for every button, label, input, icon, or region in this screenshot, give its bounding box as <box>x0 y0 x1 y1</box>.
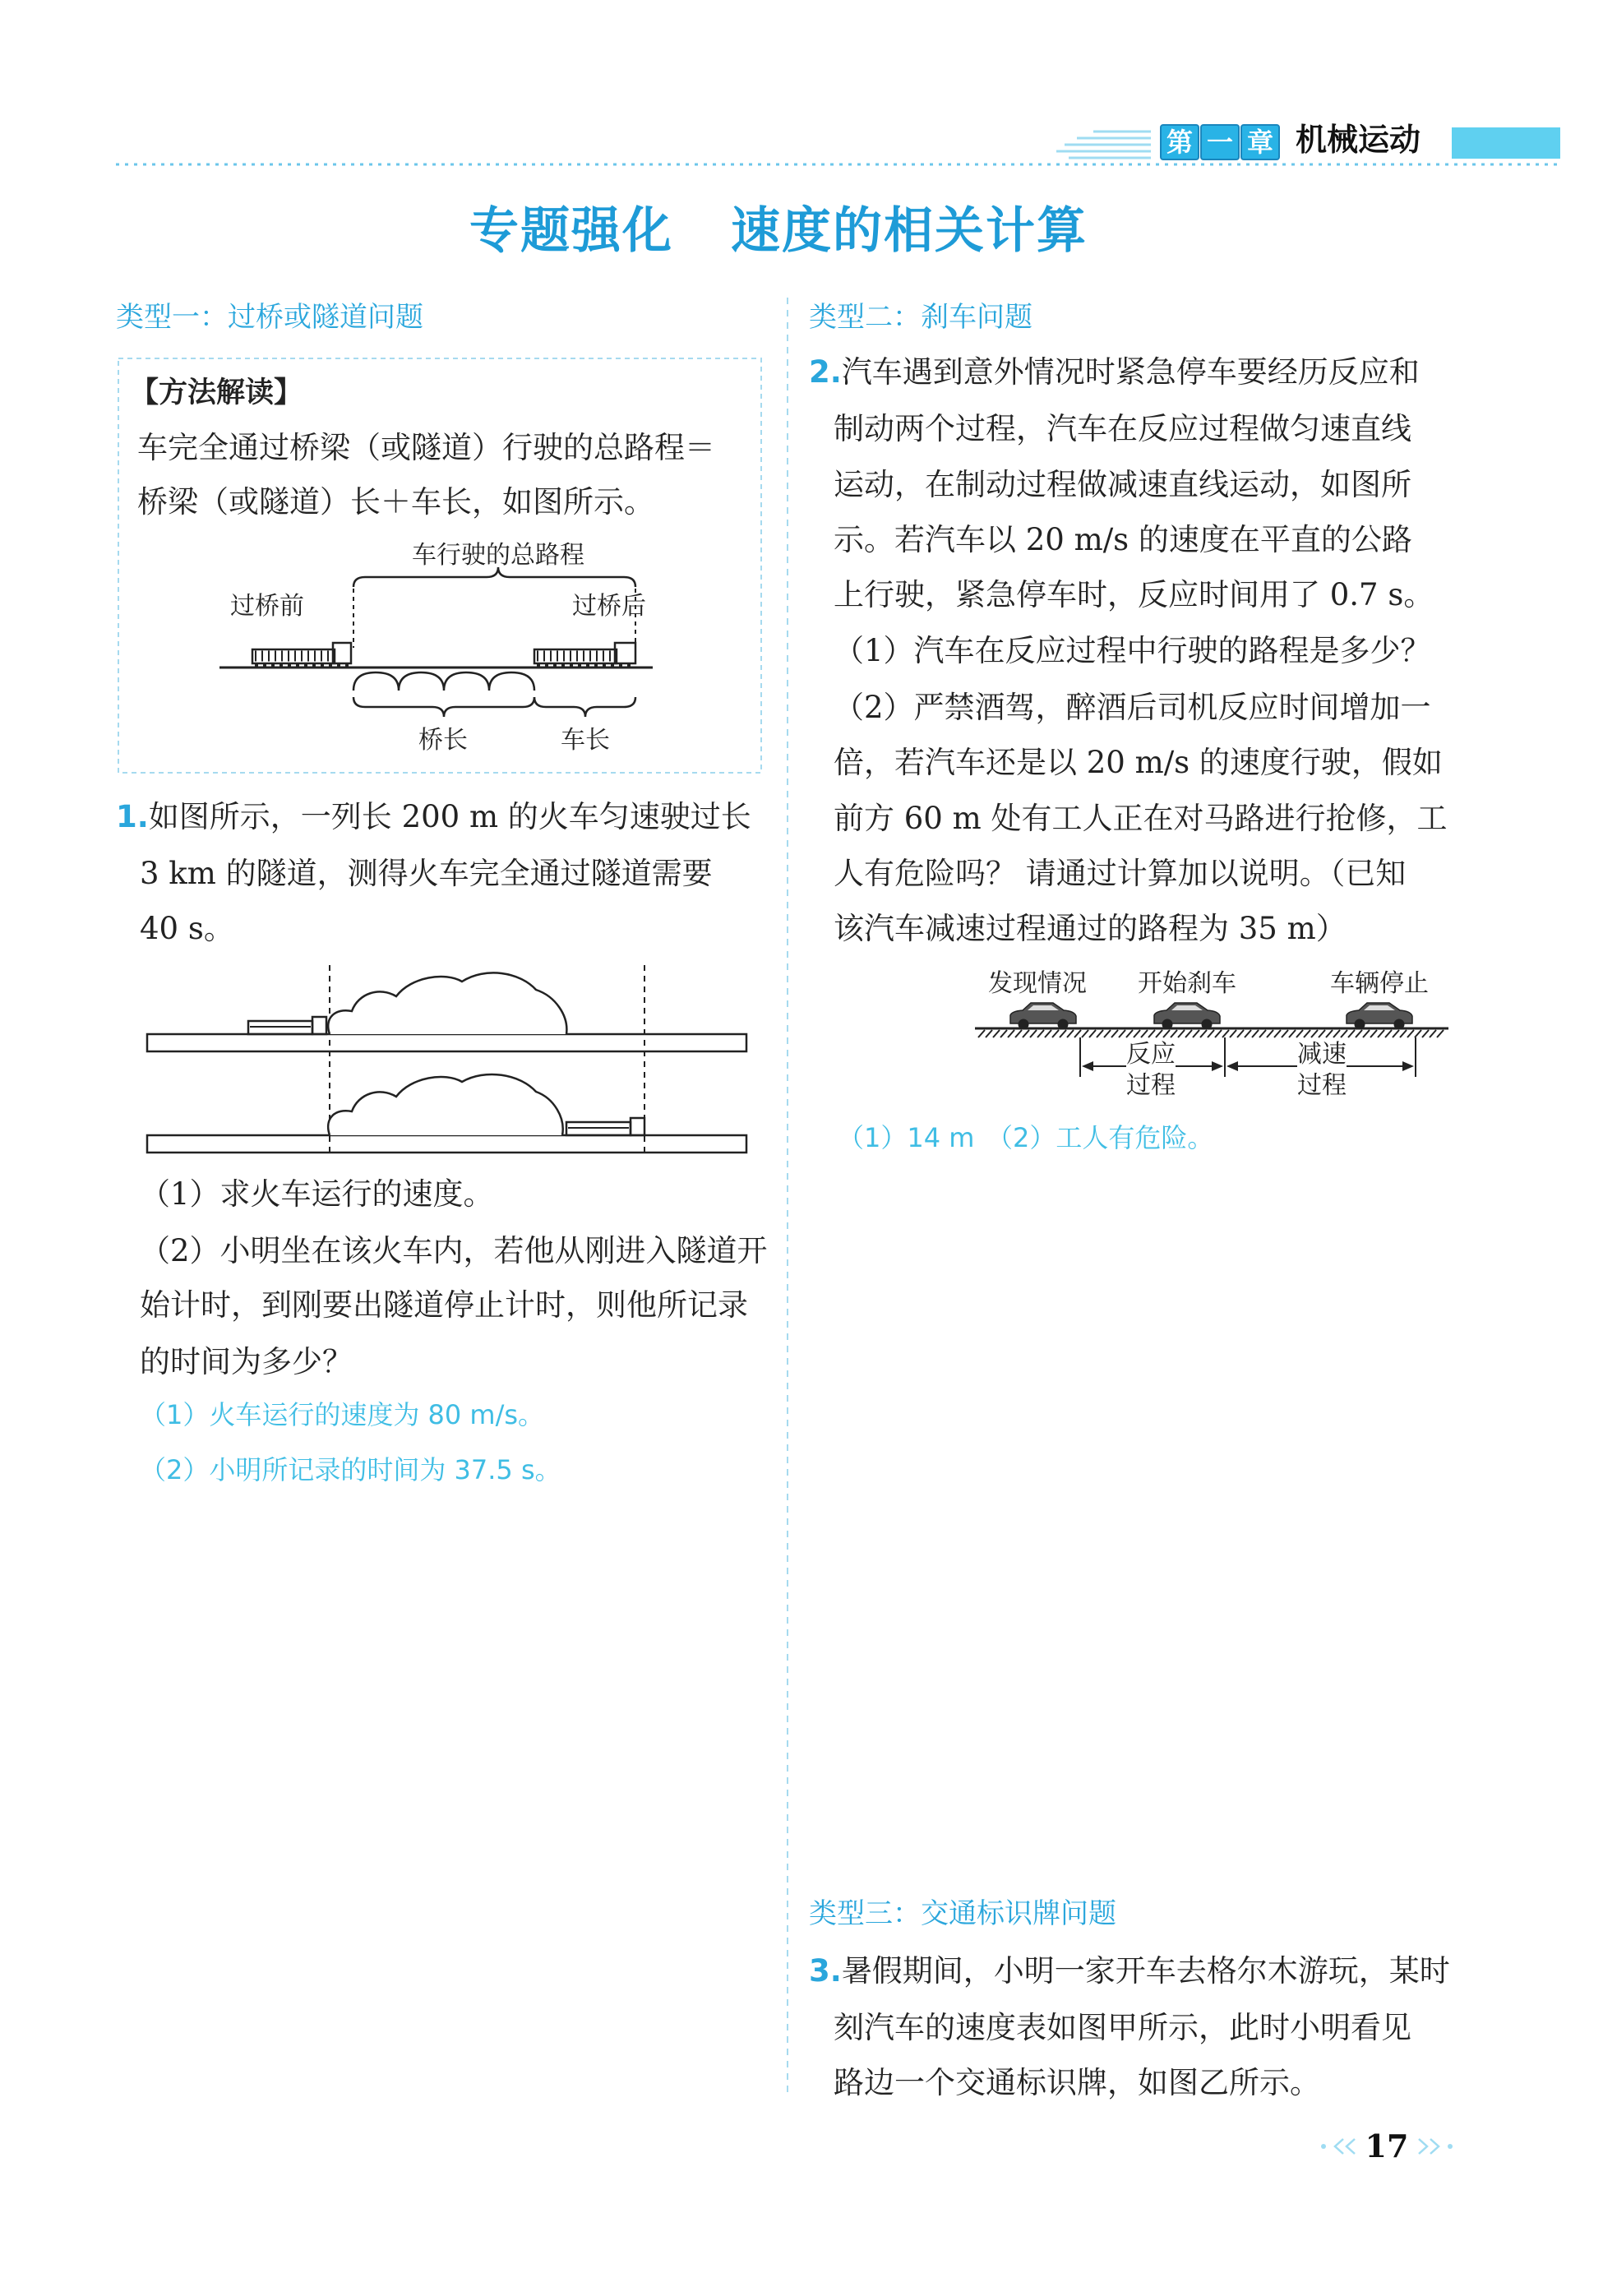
q2-part-1: （1）汽车在反应过程中行驶的路程是多少？ <box>834 633 1431 668</box>
arrow-head-left <box>1082 1061 1093 1071</box>
q2-part-3: 倍，若汽车还是以 20 m/s 的速度行驶，假如 <box>834 745 1443 780</box>
train-entering-tunnel <box>248 1017 326 1034</box>
q2-part-2: （2）严禁酒驾，醉酒后司机反应时间增加一 <box>834 690 1431 725</box>
q2-number: 2. <box>809 354 842 390</box>
q2-answer-2: （2）工人有危险。 <box>986 1122 1214 1153</box>
train-leaving-tunnel <box>566 1118 644 1135</box>
label-decel-1: 减速 <box>1297 1040 1347 1069</box>
total-distance-brace <box>353 567 635 587</box>
label-start-brake: 开始刹车 <box>1138 969 1236 998</box>
car-wheel <box>1162 1019 1172 1029</box>
car-body <box>1347 1003 1412 1023</box>
train-cab <box>333 643 351 663</box>
car-window <box>1171 1005 1203 1010</box>
train-body <box>252 649 335 663</box>
q2-part-5: 人有危险吗？ 请通过计算加以说明。（已知 <box>834 856 1407 891</box>
label-before-bridge: 过桥前 <box>230 592 304 621</box>
q1-answer-2: （2）小明所记录的时间为 37.5 s。 <box>140 1454 561 1485</box>
train-body <box>566 1122 631 1135</box>
q2-part-6: 该汽车减速过程通过的路程为 35 m） <box>834 911 1347 946</box>
braking-diagram <box>975 1003 1448 1077</box>
method-line-1: 车完全通过桥梁（或隧道）行驶的总路程＝ <box>137 430 715 465</box>
q3-stem-1: 暑假期间，小明一家开车去格尔木游玩，某时 <box>841 1953 1450 1989</box>
page-title <box>469 204 1088 258</box>
label-bridge-length: 桥长 <box>418 726 468 755</box>
q1-part-1: （1）求火车运行的速度。 <box>140 1176 494 1212</box>
mountain-bottom <box>328 1074 563 1135</box>
q2-stem-5: 上行驶，紧急停车时，反应时间用了 0.7 s。 <box>834 577 1434 612</box>
label-total-distance: 车行驶的总路程 <box>412 541 584 570</box>
bridge-length-brace <box>353 697 534 717</box>
arrow-head-right <box>1402 1061 1414 1071</box>
car-wheel <box>1019 1019 1028 1029</box>
chapter-char-3: 章 <box>1240 124 1280 160</box>
q2-stem-4: 示。若汽车以 20 m/s 的速度在平直的公路 <box>834 522 1412 557</box>
tunnel-diagram <box>147 965 746 1156</box>
header-accent-bar <box>1452 127 1560 159</box>
decor-chevron-left <box>1335 2139 1343 2154</box>
decor-chevron-right <box>1419 2139 1427 2154</box>
label-reaction-1: 反应 <box>1126 1040 1176 1069</box>
title-part1: 专题强化 <box>469 202 673 260</box>
train-cab <box>631 1118 644 1135</box>
q1-stem-2: 3 km 的隧道，测得火车完全通过隧道需要 <box>140 856 713 891</box>
arrow-head-right <box>1212 1061 1223 1071</box>
tunnel-road-bottom <box>147 1135 746 1153</box>
q1-part-4: 的时间为多少？ <box>140 1344 353 1379</box>
header-stripes <box>1056 132 1151 158</box>
q1-line-1 <box>116 801 751 834</box>
q1-part-2: （2）小明坐在该火车内，若他从刚进入隧道开 <box>140 1233 768 1268</box>
q2-stem-3: 运动，在制动过程做减速直线运动，如图所 <box>834 467 1411 502</box>
q1-stem-1: 如图所示，一列长 200 m 的火车匀速驶过长 <box>148 799 751 834</box>
chapter-char-2: 一 <box>1200 124 1240 160</box>
chapter-char-1: 第 <box>1160 124 1199 160</box>
train-before-bridge <box>252 643 351 666</box>
q1-answer-1: （1）火车运行的速度为 80 m/s。 <box>140 1399 545 1430</box>
car-wheel <box>1058 1019 1068 1029</box>
bridge-arches <box>353 672 534 691</box>
car-stopped <box>1347 1003 1412 1029</box>
train-body <box>248 1021 312 1034</box>
q2-line-1 <box>809 356 1420 390</box>
method-line-2: 桥梁（或隧道）长＋车长，如图所示。 <box>137 484 654 520</box>
label-after-bridge: 过桥后 <box>572 592 646 621</box>
q1-part-3: 始计时，到刚要出隧道停止计时，则他所记录 <box>140 1287 748 1323</box>
q2-part-4: 前方 60 m 处有工人正在对马路进行抢修，工 <box>834 801 1448 836</box>
car-wheel <box>1355 1019 1365 1029</box>
q1-number: 1. <box>116 799 149 834</box>
train-after-bridge <box>534 643 635 666</box>
method-label: 【方法解读】 <box>130 377 303 409</box>
q2-answer-1: （1）14 m <box>838 1122 975 1153</box>
car-discover <box>1010 1003 1076 1029</box>
car-window <box>1028 1005 1059 1010</box>
label-decel-2: 过程 <box>1297 1071 1347 1100</box>
car-body <box>1010 1003 1076 1023</box>
decor-dot <box>1448 2144 1453 2149</box>
q1-stem-3: 40 s。 <box>140 911 234 946</box>
car-start-brake <box>1154 1003 1220 1029</box>
label-train-length: 车长 <box>561 726 610 755</box>
q3-stem-3: 路边一个交通标识牌，如图乙所示。 <box>834 2065 1320 2100</box>
mountain-top <box>328 972 566 1034</box>
tunnel-road-top <box>147 1034 746 1051</box>
arrow-head-left <box>1227 1061 1238 1071</box>
type3-heading: 类型三：交通标识牌问题 <box>809 1897 1116 1930</box>
type2-heading: 类型二：刹车问题 <box>809 301 1032 334</box>
ground-hatch <box>978 1030 1444 1037</box>
q2-stem-2: 制动两个过程，汽车在反应过程做匀速直线 <box>834 411 1411 446</box>
label-reaction-2: 过程 <box>1126 1071 1176 1100</box>
type1-heading: 类型一：过桥或隧道问题 <box>116 301 423 334</box>
car-body <box>1154 1003 1220 1023</box>
decor-chevron-left <box>1347 2139 1355 2154</box>
car-window <box>1364 1005 1395 1010</box>
q3-number: 3. <box>809 1953 842 1989</box>
train-body <box>534 649 617 663</box>
q3-line-1 <box>809 1955 1450 1989</box>
title-part2: 速度的相关计算 <box>731 202 1088 260</box>
car-wheel <box>1394 1019 1404 1029</box>
train-cab <box>615 643 635 663</box>
q2-stem-1: 汽车遇到意外情况时紧急停车要经历反应和 <box>841 354 1420 390</box>
label-stop: 车辆停止 <box>1330 969 1429 998</box>
decor-dot <box>1321 2144 1326 2149</box>
q3-stem-2: 刻汽车的速度表如图甲所示，此时小明看见 <box>834 2010 1411 2045</box>
bridge-diagram <box>219 567 653 717</box>
train-length-brace <box>534 697 635 717</box>
car-wheel <box>1202 1019 1212 1029</box>
chapter-title: 机械运动 <box>1296 122 1421 158</box>
train-cab <box>312 1017 326 1034</box>
decor-chevron-right <box>1430 2139 1439 2154</box>
page-number: 17 <box>1365 2127 1409 2164</box>
label-discover: 发现情况 <box>988 969 1087 998</box>
